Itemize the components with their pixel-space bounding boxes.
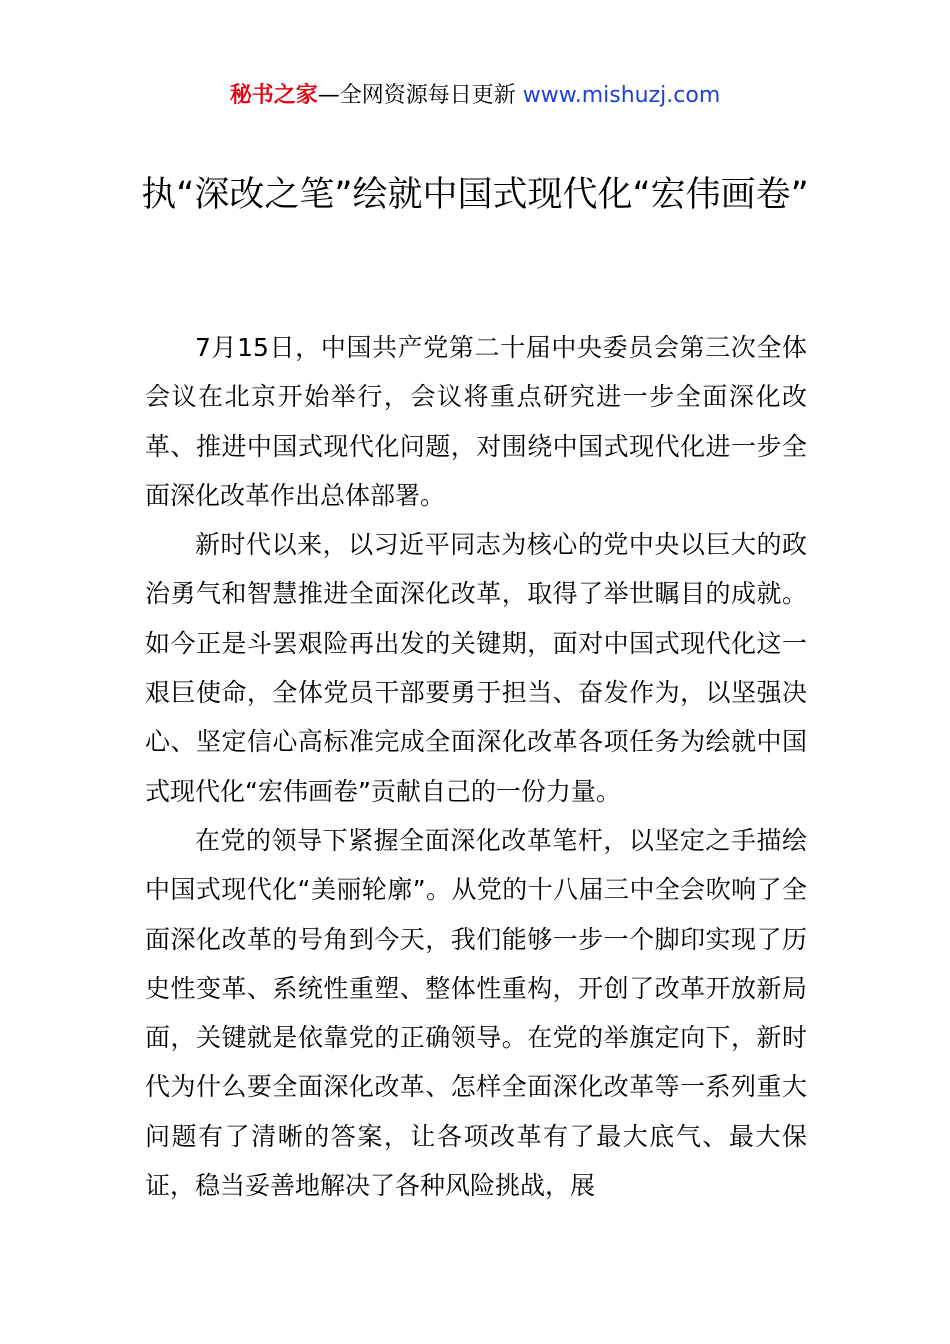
- document-body: [145, 323, 807, 1210]
- paragraph-2: 新时代以来，以习近平同志为核心的党中央以巨大的政治勇气和智慧推进全面深化改革，取得了举世瞩目的成就。如今正是斗罢艰险再出发的关键期，面对中国式现代化这一艰巨使命，全体党员干部要勇于担当、奋发作为，以坚强决心、坚定信心高标准完成全面深化改革各项任务为绘就中国式现代化“宏伟画卷”贡献自己的一份力量。: [145, 530, 807, 806]
- paragraph-1: 7月15日，中国共产党第二十届中央委员会第三次全体会议在北京开始举行，会议将重点研究进一步全面深化改革、推进中国式现代化问题，对围绕中国式现代化进一步全面深化改革作出总体部署。: [145, 333, 807, 510]
- document-title: 执“深改之笔”绘就中国式现代化“宏伟画卷”: [141, 175, 809, 215]
- paragraph-3: 在党的领导下紧握全面深化改革笔杆，以坚定之手描绘中国式现代化“美丽轮廓”。从党的十八届三中全会吹响了全面深化改革的号角到今天，我们能够一步一个脚印实现了历史性变革、系统性重塑、整体性重构，开创了改革开放新局面，关键就是依靠党的正确领导。在党的举旗定向下，新时代为什么要全面深化改革、怎样全面深化改革等一系列重大问题有了清晰的答案，让各项改革有了最大底气、最大保证，稳当妥善地解决了各种风险挑战，展: [145, 825, 807, 1201]
- site-header: [0, 78, 950, 114]
- site-brand: 秘书之家: [229, 83, 318, 108]
- site-tagline: —全网资源每日更新: [317, 83, 516, 108]
- site-url-link[interactable]: www.mishuzj.com: [522, 83, 721, 108]
